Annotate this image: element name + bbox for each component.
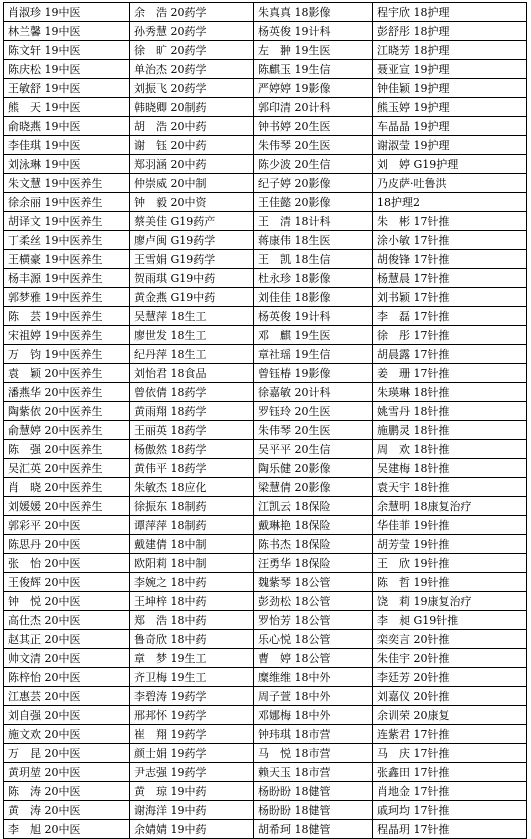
roster-body [4,3,527,839]
table-row [4,383,527,402]
roster-cell: 江惠芸 20中医 [4,687,130,706]
roster-cell: 章 梦 19生工 [130,649,254,668]
roster-cell: 朱瑛琳 18针推 [373,383,527,402]
roster-cell: 罗钰玲 20生医 [254,402,373,421]
roster-cell: 郑羽涵 20中药 [130,155,254,174]
table-row [4,573,527,592]
roster-cell: 朱伟琴 20生医 [254,136,373,155]
roster-cell: 欧阳莉 18中制 [130,554,254,573]
roster-cell: 陈麒玉 19生信 [254,60,373,79]
table-row [4,79,527,98]
roster-cell: 刘媛媛 20中医养生 [4,497,130,516]
roster-cell: 郭彩平 20中医 [4,516,130,535]
roster-cell: 谢海洋 19中药 [130,801,254,820]
roster-cell: 万 钧 19中医养生 [4,345,130,364]
roster-cell: 朱敏杰 18应化 [130,478,254,497]
roster-cell: 彭舒彤 18护理 [373,22,527,41]
roster-cell: 严婷婷 19影像 [254,79,373,98]
roster-cell: 袁 颖 20中医养生 [4,364,130,383]
table-row [4,801,527,820]
roster-cell: 廖卢闽 G19药学 [130,231,254,250]
roster-cell: 吴汇英 20中医养生 [4,459,130,478]
roster-cell: 黄 涛 20中医 [4,801,130,820]
roster-cell: 施文欢 20中医 [4,725,130,744]
roster-cell: 陈思丹 20中医 [4,535,130,554]
roster-cell: 马 悦 18市营 [254,744,373,763]
table-row [4,763,527,782]
roster-cell: 江晓芳 18护理 [373,41,527,60]
roster-cell: 吴建梅 18针推 [373,459,527,478]
roster-cell: 齐卫梅 19生工 [130,668,254,687]
table-row [4,725,527,744]
table-row [4,497,527,516]
roster-cell: 18护理2 [373,193,527,212]
table-row [4,307,527,326]
roster-cell: 陈 强 20中医养生 [4,440,130,459]
roster-cell: 蒋康伟 18生医 [254,231,373,250]
roster-cell: 杨英俊 19计科 [254,307,373,326]
roster-cell: 姚雪丹 18针推 [373,402,527,421]
roster-cell: 王 凯 18生信 [254,250,373,269]
roster-cell: 宋祖婷 19中医养生 [4,326,130,345]
roster-cell: 左 翀 19生医 [254,41,373,60]
roster-cell: 王坤梓 18中药 [130,592,254,611]
roster-cell: 刘嘉仪 20针推 [373,687,527,706]
roster-cell: 韩晓卿 20制药 [130,98,254,117]
roster-cell: 栾奕言 20针推 [373,630,527,649]
roster-cell: 郭梦雅 19中医养生 [4,288,130,307]
table-row [4,687,527,706]
roster-cell: 戴琳艳 18保险 [254,516,373,535]
table-row [4,478,527,497]
roster-cell: 李佳琪 19中医 [4,136,130,155]
table-row [4,250,527,269]
roster-cell: 车晶晶 19护理 [373,117,527,136]
roster-cell: 朱真真 18影像 [254,3,373,22]
roster-cell: 刘怡君 18食品 [130,364,254,383]
table-row [4,516,527,535]
roster-cell: 施鹏灵 18针推 [373,421,527,440]
roster-cell: 潘燕华 20中医养生 [4,383,130,402]
roster-cell: 王俊辉 20中医 [4,573,130,592]
roster-cell: 李 磊 17针推 [373,307,527,326]
roster-cell: 王横豪 19中医养生 [4,250,130,269]
roster-cell: 颜士娟 19药学 [130,744,254,763]
table-row [4,421,527,440]
roster-cell: 彭劲松 18公管 [254,592,373,611]
roster-cell: 涂小敏 17针推 [373,231,527,250]
roster-cell: 吴平平 20生信 [254,440,373,459]
roster-cell: 徐余丽 19中医养生 [4,193,130,212]
roster-cell: 罗怡芳 18公管 [254,611,373,630]
roster-cell: 饶 莉 19康复治疗 [373,592,527,611]
roster-cell: 汪勇华 18保险 [254,554,373,573]
roster-cell: 赵其正 20中医 [4,630,130,649]
roster-cell: 王丽英 18药学 [130,421,254,440]
roster-cell: 林兰馨 19中医 [4,22,130,41]
table-row [4,364,527,383]
table-row [4,288,527,307]
roster-cell: 聂亚宣 19护理 [373,60,527,79]
roster-cell: 陈梓怡 20中医 [4,668,130,687]
roster-cell: 王雪娟 G19药学 [130,250,254,269]
table-row [4,326,527,345]
roster-cell: 黄金燕 G19中药 [130,288,254,307]
roster-cell: 郭印清 20计科 [254,98,373,117]
roster-cell: 周 欢 18针推 [373,440,527,459]
roster-cell: 杜永珍 18影像 [254,269,373,288]
table-row [4,440,527,459]
roster-cell: 杨丰源 19中医养生 [4,269,130,288]
roster-cell: 袁天宇 18针推 [373,478,527,497]
roster-cell: 章社瑶 19生信 [254,345,373,364]
roster-cell: 俞晓燕 19中医 [4,117,130,136]
roster-cell: 蔡美佳 G19药产 [130,212,254,231]
roster-cell: 肖地金 17针推 [373,782,527,801]
table-row [4,193,527,212]
roster-cell: 吴慧萍 18生工 [130,307,254,326]
roster-cell: 程宇欣 18护理 [373,3,527,22]
roster-cell: 程晶玥 17针推 [373,820,527,839]
roster-cell: 陈书杰 18保险 [254,535,373,554]
table-row [4,174,527,193]
roster-cell: 刘 婷 G19护理 [373,155,527,174]
table-row [4,117,527,136]
table-row [4,22,527,41]
table-row [4,592,527,611]
roster-cell: 纪丹萍 18生工 [130,345,254,364]
roster-cell: 刘振飞 20药学 [130,79,254,98]
roster-cell: 华佳菲 19针推 [373,516,527,535]
roster-cell: 刘佳佳 18影像 [254,288,373,307]
roster-cell: 胡芳莹 19针推 [373,535,527,554]
roster-cell: 鲁奇欣 18中药 [130,630,254,649]
table-row [4,402,527,421]
table-row [4,136,527,155]
table-row [4,820,527,839]
table-row [4,706,527,725]
roster-cell: 邓娜梅 18中外 [254,706,373,725]
roster-cell: 陶紫依 20中医养生 [4,402,130,421]
table-row [4,98,527,117]
roster-cell: 钟 毅 20中资 [130,193,254,212]
roster-cell: 杨慧晨 17针推 [373,269,527,288]
roster-cell: 胡希珂 18健管 [254,820,373,839]
roster-cell: 胡俊锋 17针推 [373,250,527,269]
roster-cell: 朱伟琴 20生医 [254,421,373,440]
roster-cell: 钟玮琪 18市营 [254,725,373,744]
roster-cell: 陈 芸 19中医养生 [4,307,130,326]
roster-cell: 崔 翔 19药学 [130,725,254,744]
roster-cell: 刘书颖 17针推 [373,288,527,307]
roster-cell: 梁慧倩 20影像 [254,478,373,497]
student-roster-table [3,2,527,839]
table-row [4,269,527,288]
roster-cell: 陈 涛 20中医 [4,782,130,801]
table-row [4,41,527,60]
roster-cell: 戴建倩 18中制 [130,535,254,554]
roster-cell: 黄玥堃 20中医 [4,763,130,782]
roster-cell: 黄伟平 18药学 [130,459,254,478]
roster-cell: 丁柔丝 19中医养生 [4,231,130,250]
roster-cell: 赖天玉 18市营 [254,763,373,782]
roster-cell: 陶乐健 20影像 [254,459,373,478]
roster-cell: 杨英俊 19计科 [254,22,373,41]
table-row [4,60,527,79]
roster-cell: 曹 婷 18公管 [254,649,373,668]
roster-cell: 余 浩 20药学 [130,3,254,22]
roster-cell: 尹志强 19药学 [130,763,254,782]
roster-cell: 徐振东 18制药 [130,497,254,516]
roster-cell: 周子萱 18中外 [254,687,373,706]
roster-cell: 谭萍萍 18制药 [130,516,254,535]
roster-cell: 乃皮萨·吐鲁洪 [373,174,527,193]
roster-cell: 杨盼盼 18健管 [254,801,373,820]
roster-cell: 肖淑珍 19中医 [4,3,130,22]
table-row [4,155,527,174]
roster-cell: 曾依倩 18药学 [130,383,254,402]
table-row [4,630,527,649]
roster-cell: 徐 彤 17针推 [373,326,527,345]
table-row [4,231,527,250]
roster-cell: 陈 哲 19针推 [373,573,527,592]
roster-cell: 连紫君 17针推 [373,725,527,744]
roster-cell: 江凯云 18保险 [254,497,373,516]
roster-cell: 谢 钰 20中药 [130,136,254,155]
roster-cell: 邢邦怀 19药学 [130,706,254,725]
roster-cell: 熊玉婷 19护理 [373,98,527,117]
roster-cell: 孙秀慧 20药学 [130,22,254,41]
roster-cell: 曾钰椿 19影像 [254,364,373,383]
roster-cell: 张 怡 20中医 [4,554,130,573]
table-row [4,782,527,801]
roster-cell: 余训荣 20康复 [373,706,527,725]
table-row [4,345,527,364]
roster-cell: 肖 晓 20中医养生 [4,478,130,497]
roster-cell: 黄雨翔 18药学 [130,402,254,421]
table-row [4,554,527,573]
roster-cell: 刘自强 20中医 [4,706,130,725]
roster-cell: 张鑫田 17针推 [373,763,527,782]
roster-cell: 刘泳琳 19中医 [4,155,130,174]
roster-cell: 徐 旷 20药学 [130,41,254,60]
roster-cell: 余慧明 18康复治疗 [373,497,527,516]
roster-cell: 王 欣 19针推 [373,554,527,573]
roster-cell: 马 庆 17针推 [373,744,527,763]
roster-cell: 廖世发 18生工 [130,326,254,345]
roster-cell: 胡晨露 17针推 [373,345,527,364]
roster-cell: 钟佳颖 19护理 [373,79,527,98]
table-row [4,535,527,554]
roster-cell: 李 昶 G19针推 [373,611,527,630]
table-row [4,459,527,478]
roster-cell: 魏紫琴 18公管 [254,573,373,592]
roster-cell: 郑 浩 18中药 [130,611,254,630]
roster-cell: 单治杰 20药学 [130,60,254,79]
roster-cell: 余婧婧 19中药 [130,820,254,839]
roster-cell: 乐心悦 18公管 [254,630,373,649]
roster-cell: 陈文轩 19中医 [4,41,130,60]
roster-cell: 朱佳宇 20针推 [373,649,527,668]
roster-cell: 谢淑莹 19护理 [373,136,527,155]
roster-cell: 李廷芳 20针推 [373,668,527,687]
table-row [4,611,527,630]
roster-cell: 邓 麒 19生医 [254,326,373,345]
table-row [4,3,527,22]
roster-cell: 仲崇威 20中制 [130,174,254,193]
roster-cell: 戚珂均 17针推 [373,801,527,820]
roster-cell: 朱 彬 17针推 [373,212,527,231]
roster-cell: 杨盼盼 18健管 [254,782,373,801]
roster-cell: 贺雨琪 G19中药 [130,269,254,288]
roster-cell: 胡 浩 20中药 [130,117,254,136]
roster-cell: 钟书婷 20生医 [254,117,373,136]
roster-cell: 帅文清 20中医 [4,649,130,668]
roster-cell: 李碧涛 19药学 [130,687,254,706]
roster-cell: 高仕杰 20中医 [4,611,130,630]
roster-cell: 杨傲然 18药学 [130,440,254,459]
roster-cell: 李 旭 20中医 [4,820,130,839]
roster-cell: 糜维维 18中外 [254,668,373,687]
table-row [4,668,527,687]
roster-cell: 胡译文 19中医养生 [4,212,130,231]
roster-cell: 钟 悦 20中医 [4,592,130,611]
roster-cell: 陈少波 20生信 [254,155,373,174]
roster-cell: 万 昆 20中医 [4,744,130,763]
table-row [4,212,527,231]
roster-cell: 姜 珊 17针推 [373,364,527,383]
roster-cell: 王敏舒 19中医 [4,79,130,98]
roster-cell: 朱文慧 19中医养生 [4,174,130,193]
table-row [4,744,527,763]
roster-cell: 熊 天 19中医 [4,98,130,117]
roster-cell: 李婉之 18中药 [130,573,254,592]
roster-cell: 黄 琼 19中药 [130,782,254,801]
roster-cell: 徐嘉敏 20计科 [254,383,373,402]
roster-cell: 王 清 18计科 [254,212,373,231]
table-row [4,649,527,668]
roster-cell: 俞慧婷 20中医养生 [4,421,130,440]
roster-cell: 陈庆松 19中医 [4,60,130,79]
roster-cell: 纪子婷 20影像 [254,174,373,193]
roster-cell: 王佳懿 20影像 [254,193,373,212]
